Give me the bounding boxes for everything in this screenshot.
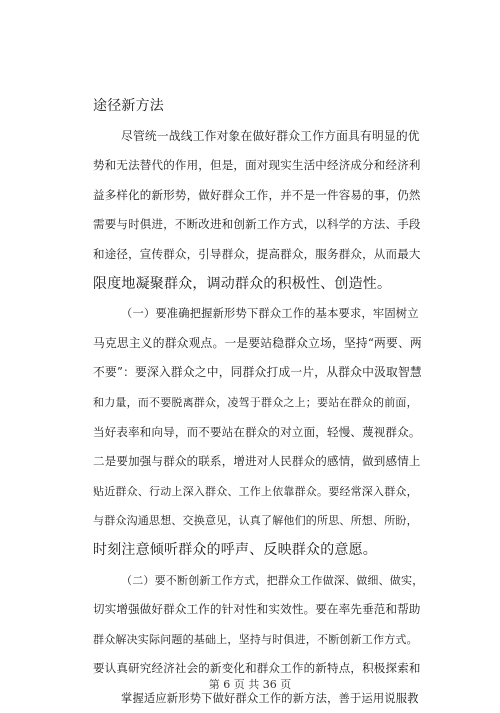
document-body [93,92,423,713]
text-line: 途径新方法 [93,98,164,114]
text-line: 群众解决实际问题的基础上，坚持与时俱进，不断创新工作方式。 [93,632,418,646]
text-line: 限度地凝聚群众，调动群众的积极性、创造性。 [93,275,392,292]
text-line: 不要”：要深入群众之中，同群众打成一片，从群众中汲取智慧 [93,365,422,380]
text-line: 时刻注意倾听群众的呼声、反映群众的意愿。 [93,541,377,558]
page-footer: 第 6 页 共 36 页 [208,678,292,691]
text-line: 和途径，宣传群众，引导群众，提高群众，服务群众，从而最大 [93,246,421,261]
text-line: 二是要加强与群众的联系，增进对人民群众的感情，做到感情上 [93,454,421,469]
text-line: 切实增强做好群众工作的针对性和实效性。要在率先垂范和帮助 [93,602,421,617]
paragraph-start: （二）要不断创新工作方式，把群众工作做深、做细、做实， [121,573,424,587]
paragraph-start: （一）要准确把握新形势下群众工作的基本要求，牢固树立 [121,307,419,321]
text-line: 与群众沟通思想、交换意见，认真了解他们的所思、所想、所盼， [93,514,418,528]
text-line: 当好表率和向导，而不要站在群众的对立面，轻慢、蔑视群众。 [93,424,421,439]
text-line: 要认真研究经济社会的新变化和群众工作的新特点，积极探索和 [93,661,421,676]
text-line: 贴近群众、行动上深入群众、工作上依靠群众。要经常深入群众， [93,484,418,498]
text-line: 和力量，而不要脱离群众，凌驾于群众之上；要站在群众的前面， [93,395,418,409]
paragraph-start: 掌握适应新形势下做好群众工作的新方法，善于运用说服教 [121,691,419,705]
text-line: 马克思主义的群众观点。一是要站稳群众立场，坚持“两要、两 [93,335,422,350]
paragraph-start: 尽管统一战线工作对象在做好群众工作方面具有明显的优 [121,128,420,143]
text-line: 益多样化的新形势，做好群众工作，并不是一件容易的事，仍然 [93,187,421,202]
text-line: 需要与时俱进，不断改进和创新工作方式，以科学的方法、手段 [93,217,421,232]
text-line: 势和无法替代的作用，但是，面对现实生活中经济成分和经济利 [93,158,421,173]
